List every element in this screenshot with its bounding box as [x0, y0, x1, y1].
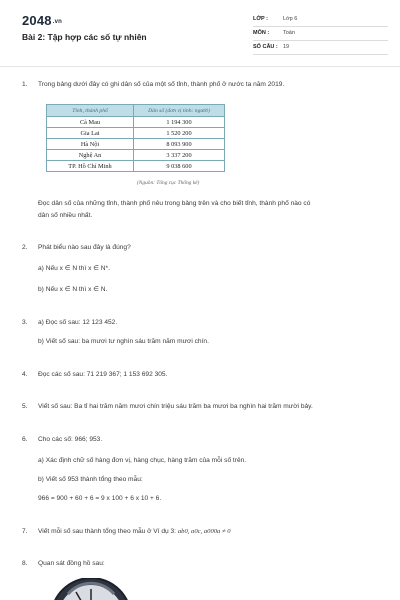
site-logo[interactable]: 2048.vn	[22, 13, 63, 28]
math-expression: ab0, a0c, a000a ≠ 0	[177, 528, 231, 535]
table-row: Nghệ An 3 337 200	[47, 150, 225, 161]
table-header-cell: Tỉnh, thành phố	[47, 105, 134, 117]
option-b: b) Nếu x ∈ N thì x ∈ N.	[38, 286, 108, 293]
header-divider	[0, 66, 400, 67]
meta-count: SỐ CÂU : 19	[253, 44, 290, 50]
meta-subject: MÔN : Toán	[253, 30, 295, 36]
meta-divider	[253, 26, 388, 27]
table-header-cell: Dân số (đơn vị tính: người)	[134, 105, 225, 117]
table-source: (Nguồn: Tổng cục Thống kê)	[137, 180, 200, 186]
meta-divider	[253, 54, 388, 55]
question-1-line: dân số nhiều nhất.	[38, 212, 93, 219]
lesson-title: Bài 2: Tập hợp các số tự nhiên	[22, 32, 147, 42]
question-6-part-b: b) Viết số 953 thành tổng theo mẫu:	[38, 476, 143, 483]
question-3-part-b: b) Viết số sau: ba mươi tư nghìn sáu trăm năm mươi chín.	[38, 338, 209, 345]
question-6-part-a: a) Xác định chữ số hàng đơn vị, hàng chục, hàng trăm của mỗi số trên.	[38, 457, 247, 464]
table-row: Gia Lai 1 520 200	[47, 128, 225, 139]
table-row: TP. Hồ Chí Minh 9 038 600	[47, 161, 225, 172]
meta-class: LỚP : Lớp 6	[253, 16, 298, 22]
table-row: Hà Nội 8 093 900	[47, 139, 225, 150]
page-header	[0, 0, 400, 64]
meta-divider	[253, 40, 388, 41]
population-table	[46, 104, 225, 172]
table-header-row	[47, 105, 225, 117]
table-row: Cà Mau 1 194 300	[47, 117, 225, 128]
question-1-line: Đọc dân số của những tỉnh, thành phố nêu trong bảng trên và cho biết tỉnh, thành phố nào có	[38, 200, 311, 207]
option-a: a) Nếu x ∈ N thì x ∈ N*.	[38, 265, 110, 272]
clock-image	[46, 578, 136, 600]
question-6-example: 966 = 900 + 60 + 6 = 9 x 100 + 6 x 10 + 6.	[38, 495, 162, 502]
